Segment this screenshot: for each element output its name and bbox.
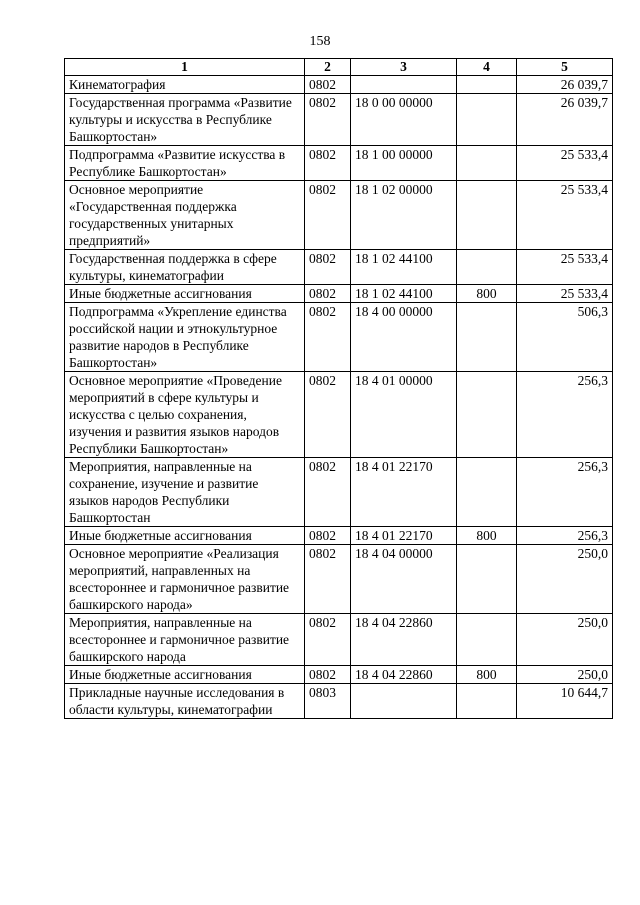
- row-section-code: 0802: [305, 285, 351, 303]
- row-amount: 25 533,4: [517, 285, 613, 303]
- header-col-3: 3: [351, 59, 457, 76]
- table-row: [65, 614, 613, 666]
- row-expense-type-code: [457, 372, 517, 458]
- row-name: Кинематография: [65, 76, 305, 94]
- row-target-article-code: 18 4 01 00000: [351, 372, 457, 458]
- table-row: [65, 181, 613, 250]
- table-row: [65, 250, 613, 285]
- row-name: Основное мероприятие «Государственная поддержка государственных унитарных предприятий»: [65, 181, 305, 250]
- row-section-code: 0802: [305, 250, 351, 285]
- table-row: [65, 545, 613, 614]
- row-name: Основное мероприятие «Проведение мероприятий в сфере культуры и искусства с целью сохранения, изучения и развития языков народов Республики Башкортостан»: [65, 372, 305, 458]
- row-name: Государственная поддержка в сфере культуры, кинематографии: [65, 250, 305, 285]
- row-section-code: 0802: [305, 146, 351, 181]
- header-col-2: 2: [305, 59, 351, 76]
- table-row: [65, 303, 613, 372]
- row-amount: 250,0: [517, 614, 613, 666]
- row-target-article-code: 18 4 04 00000: [351, 545, 457, 614]
- row-section-code: 0802: [305, 527, 351, 545]
- row-amount: 26 039,7: [517, 76, 613, 94]
- header-col-5: 5: [517, 59, 613, 76]
- table-row: [65, 94, 613, 146]
- row-amount: 25 533,4: [517, 146, 613, 181]
- row-name: Мероприятия, направленные на всестороннее и гармоничное развитие башкирского народа: [65, 614, 305, 666]
- row-amount: 250,0: [517, 545, 613, 614]
- header-col-1: 1: [65, 59, 305, 76]
- row-expense-type-code: [457, 94, 517, 146]
- row-section-code: 0802: [305, 614, 351, 666]
- row-name: Мероприятия, направленные на сохранение, изучение и развитие языков народов Республики Башкортостан: [65, 458, 305, 527]
- page-number: 158: [309, 34, 331, 49]
- table-row: [65, 666, 613, 684]
- row-amount: 10 644,7: [517, 684, 613, 719]
- row-section-code: 0802: [305, 545, 351, 614]
- row-section-code: 0802: [305, 303, 351, 372]
- table-row: [65, 76, 613, 94]
- row-amount: 25 533,4: [517, 181, 613, 250]
- table-row: [65, 458, 613, 527]
- row-name: Государственная программа «Развитие культуры и искусства в Республике Башкортостан»: [65, 94, 305, 146]
- row-expense-type-code: [457, 146, 517, 181]
- row-amount: 250,0: [517, 666, 613, 684]
- row-target-article-code: 18 0 00 00000: [351, 94, 457, 146]
- table-row: [65, 684, 613, 719]
- row-section-code: 0802: [305, 666, 351, 684]
- table-row: [65, 372, 613, 458]
- row-name: Подпрограмма «Укрепление единства российской нации и этнокультурное развитие народов в Республике Башкортостан»: [65, 303, 305, 372]
- row-target-article-code: 18 1 02 44100: [351, 250, 457, 285]
- header-col-4: 4: [457, 59, 517, 76]
- row-expense-type-code: 800: [457, 285, 517, 303]
- row-name: Иные бюджетные ассигнования: [65, 285, 305, 303]
- row-name: Основное мероприятие «Реализация мероприятий, направленных на всестороннее и гармоничное развитие башкирского народа»: [65, 545, 305, 614]
- table-row: [65, 146, 613, 181]
- row-expense-type-code: [457, 181, 517, 250]
- row-expense-type-code: [457, 684, 517, 719]
- row-target-article-code: 18 4 04 22860: [351, 666, 457, 684]
- table-header-row: [65, 59, 613, 76]
- row-target-article-code: 18 4 01 22170: [351, 527, 457, 545]
- row-target-article-code: 18 1 02 44100: [351, 285, 457, 303]
- row-expense-type-code: 800: [457, 666, 517, 684]
- row-target-article-code: [351, 76, 457, 94]
- budget-table: [64, 58, 613, 719]
- row-expense-type-code: [457, 458, 517, 527]
- row-name: Прикладные научные исследования в области культуры, кинематографии: [65, 684, 305, 719]
- row-target-article-code: 18 1 00 00000: [351, 146, 457, 181]
- row-expense-type-code: [457, 250, 517, 285]
- row-section-code: 0803: [305, 684, 351, 719]
- row-target-article-code: 18 4 04 22860: [351, 614, 457, 666]
- row-target-article-code: 18 1 02 00000: [351, 181, 457, 250]
- row-amount: 256,3: [517, 372, 613, 458]
- table-row: [65, 285, 613, 303]
- row-section-code: 0802: [305, 181, 351, 250]
- row-target-article-code: [351, 684, 457, 719]
- row-section-code: 0802: [305, 458, 351, 527]
- row-expense-type-code: [457, 303, 517, 372]
- row-target-article-code: 18 4 01 22170: [351, 458, 457, 527]
- row-name: Подпрограмма «Развитие искусства в Республике Башкортостан»: [65, 146, 305, 181]
- row-expense-type-code: 800: [457, 527, 517, 545]
- row-amount: 25 533,4: [517, 250, 613, 285]
- row-section-code: 0802: [305, 372, 351, 458]
- row-expense-type-code: [457, 614, 517, 666]
- row-amount: 256,3: [517, 527, 613, 545]
- row-amount: 256,3: [517, 458, 613, 527]
- table-row: [65, 527, 613, 545]
- row-name: Иные бюджетные ассигнования: [65, 527, 305, 545]
- row-expense-type-code: [457, 76, 517, 94]
- row-name: Иные бюджетные ассигнования: [65, 666, 305, 684]
- row-amount: 26 039,7: [517, 94, 613, 146]
- row-section-code: 0802: [305, 76, 351, 94]
- row-section-code: 0802: [305, 94, 351, 146]
- row-target-article-code: 18 4 00 00000: [351, 303, 457, 372]
- row-amount: 506,3: [517, 303, 613, 372]
- row-expense-type-code: [457, 545, 517, 614]
